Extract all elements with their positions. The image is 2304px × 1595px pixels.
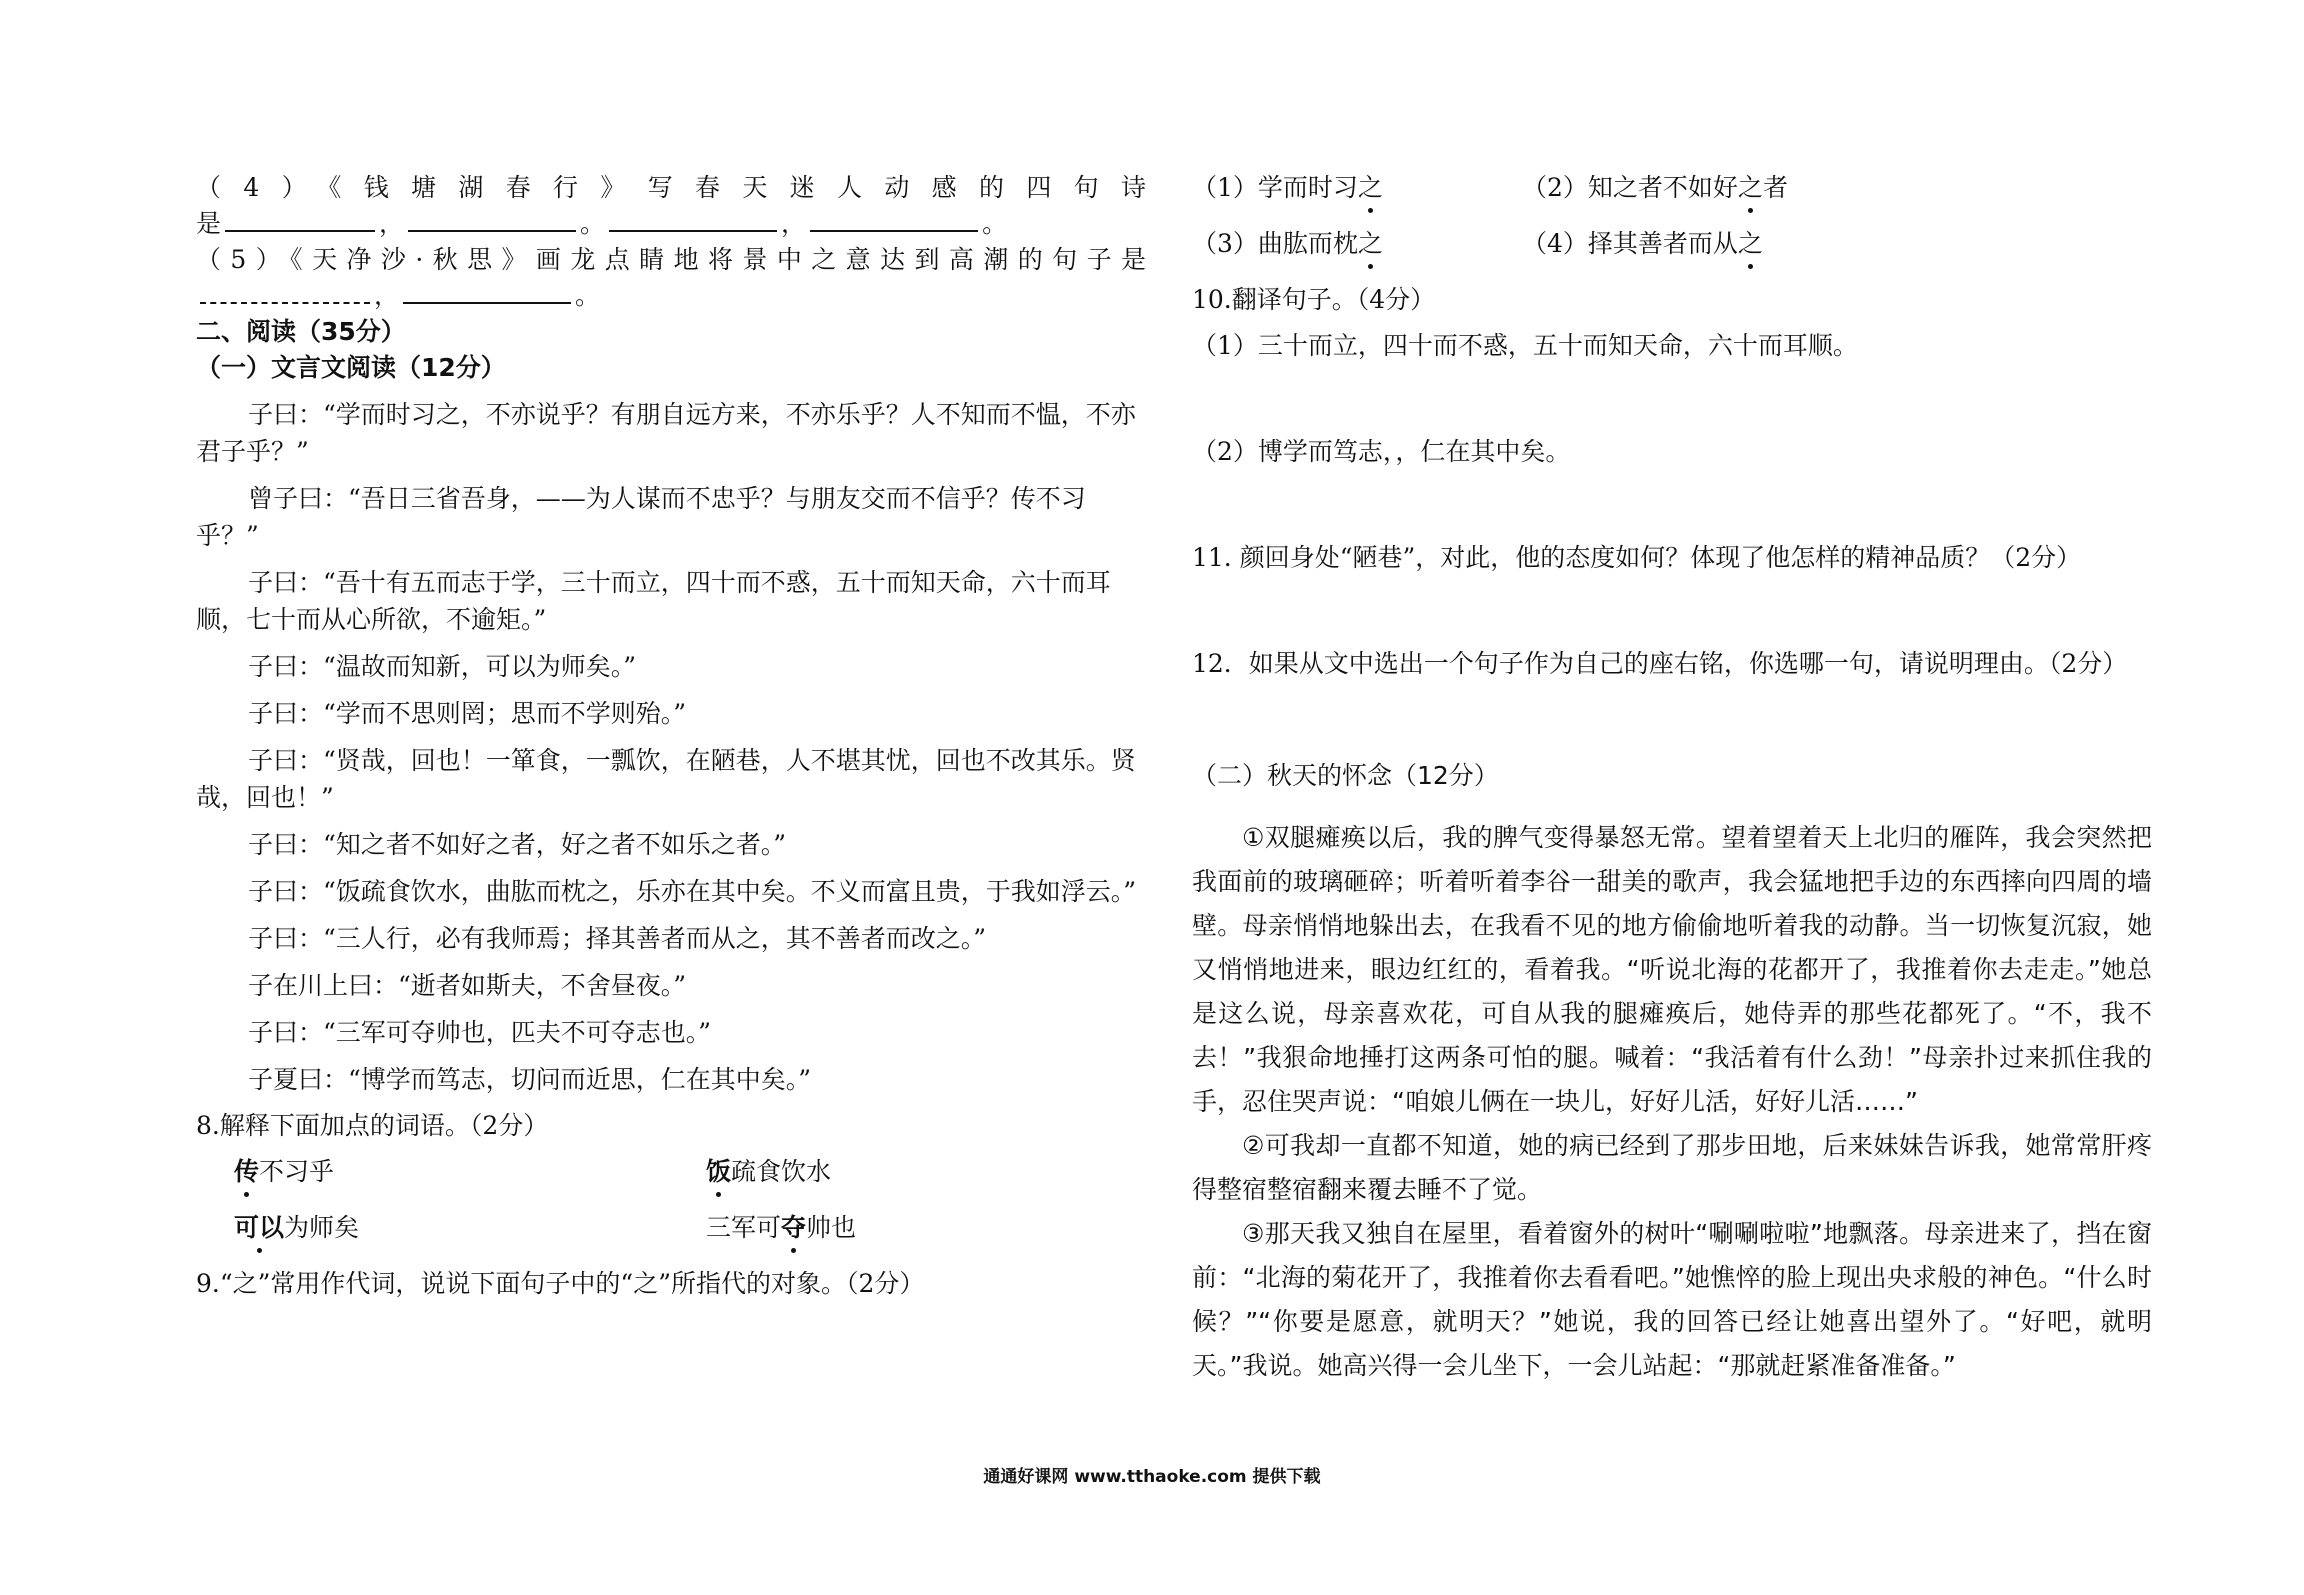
q9-item-4: [1522, 226, 1763, 262]
passage-5: 子曰：“学而不思则罔；思而不学则殆。”: [248, 699, 687, 728]
q10-item-1: （1）三十而立，四十而不惑，五十而知天命，六十而耳顺。: [1192, 331, 1858, 360]
q8-item-text: 不习乎: [259, 1157, 335, 1186]
q8-item-text: 三军可: [706, 1213, 782, 1242]
dotted-char: 之: [1738, 226, 1763, 262]
punct: 。: [580, 209, 606, 238]
q8-row-1: [196, 1154, 1146, 1190]
q8-prompt: 8.解释下面加点的词语。（2分）: [196, 1111, 549, 1140]
punct: 。: [575, 281, 601, 310]
q8-item-a: [196, 1154, 706, 1190]
q8-item-text: 疏食饮水: [731, 1157, 832, 1186]
passage-11: 子曰：“三军可夺帅也，匹夫不可夺志也。”: [248, 1018, 712, 1047]
dotted-char: 饭: [706, 1154, 731, 1190]
essay-body: [1192, 816, 2152, 1388]
passage-6: 子曰：“贤哉，回也！一箪食，一瓢饮，在陋巷，人不堪其忧，回也不改其乐。贤哉，回也！”: [196, 746, 1136, 812]
left-column: [196, 170, 1146, 1302]
essay-paragraph-3: ③那天我又独自在屋里，看着窗外的树叶“唰唰啦啦”地飘落。母亲进来了，挡在窗前：“北海的菊花开了，我推着你去看看吧。”她憔悴的脸上现出央求般的神色。“什么时候？”“你要是愿意，就明天？”她说，我的回答已经让她喜出望外了。“好吧，就明天。”我说。她高兴得一会儿坐下，一会儿站起：“那就赶紧准备准备。”: [1192, 1219, 2152, 1380]
passage-8: 子曰：“饭疏食饮水，曲肱而枕之，乐亦在其中矣。不义而富且贵，于我如浮云。”: [248, 877, 1137, 906]
passage-10: 子在川上曰：“逝者如斯夫，不舍昼夜。”: [248, 971, 687, 1000]
q8-row-2: [196, 1210, 1146, 1246]
answer-blank[interactable]: [225, 206, 375, 232]
sub2-heading: （二）秋天的怀念（12分）: [1192, 761, 1499, 790]
punct: 。: [982, 209, 1008, 238]
q8-item-b: [706, 1154, 831, 1190]
q9-item-text: （3）曲肱而枕: [1192, 229, 1358, 258]
q8-item-text: 为师矣: [284, 1213, 360, 1242]
punct: ，: [374, 281, 400, 310]
q5-prompt: （5）《天净沙·秋思》画龙点睛地将景中之意达到高潮的句子是: [196, 245, 1146, 274]
answer-blank[interactable]: [200, 278, 370, 304]
section2-heading: 二、阅读（35分）: [196, 317, 406, 346]
passage-3: 子曰：“吾十有五而志于学，三十而立，四十而不惑，五十而知天命，六十而耳顺，七十而从心所欲，不逾矩。”: [196, 568, 1111, 634]
q8-item-text: 帅也: [806, 1213, 857, 1242]
passage-9: 子曰：“三人行，必有我师焉；择其善者而从之，其不善者而改之。”: [248, 924, 987, 953]
passage-12: 子夏曰：“博学而笃志，切问而近思，仁在其中矣。”: [248, 1065, 812, 1094]
essay-paragraph-1: ①双腿瘫痪以后，我的脾气变得暴怒无常。望着望着天上北归的雁阵，我会突然把我面前的玻璃砸碎；听着听着李谷一甜美的歌声，我会猛地把手边的东西摔向四周的墙壁。母亲悄悄地躲出去，在我看不见的地方偷偷地听着我的动静。当一切恢复沉寂，她又悄悄地进来，眼边红红的，看着我。“听说北海的花都开了，我推着你去走走。”她总是这么说，母亲喜欢花，可自从我的腿瘫痪后，她侍弄的那些花都死了。“不，我不去！”我狠命地捶打这两条可怕的腿。喊着：“我活着有什么劲！”母亲扑过来抓住我的手，忍住哭声说：“咱娘儿俩在一块儿，好好儿活，好好儿活……”: [1192, 823, 2152, 1116]
q9-item-1: [1192, 170, 1522, 206]
q9-row-1: [1192, 170, 2152, 206]
q10-prompt: 10.翻译句子。（4分）: [1192, 285, 1436, 314]
q9-item-text: （4）择其善者而从: [1522, 229, 1738, 258]
q4-line-start: 是: [196, 209, 222, 238]
dotted-char: 之: [1738, 170, 1763, 206]
q8-item-d: [706, 1210, 856, 1246]
q10-item-2: （2）博学而笃志，，仁在其中矣。: [1192, 437, 1571, 466]
answer-blank[interactable]: [403, 278, 571, 304]
q9-row-2: [1192, 226, 2152, 262]
q9-item-3: [1192, 226, 1522, 262]
dotted-char: 可以: [234, 1210, 284, 1246]
q4-answer-line: [196, 206, 1146, 242]
essay-paragraph-2: ②可我却一直都不知道，她的病已经到了那步田地，后来妹妹告诉我，她常常肝疼得整宿整宿翻来覆去睡不了觉。: [1192, 1131, 2152, 1204]
q9-item-text: （1）学而时习: [1192, 173, 1358, 202]
passage-1: 子曰：“学而时习之，不亦说乎？有朋自远方来，不亦乐乎？人不知而不愠，不亦君子乎？”: [196, 400, 1136, 466]
q9-item-text: （2）知之者不如好: [1522, 173, 1738, 202]
answer-blank[interactable]: [408, 206, 576, 232]
sub1-heading: （一）文言文阅读（12分）: [196, 353, 506, 382]
q11-prompt: 11. 颜回身处“陋巷”，对此，他的态度如何？体现了他怎样的精神品质？（2分）: [1192, 543, 2082, 572]
right-column: [1192, 170, 2152, 1388]
passage-7: 子曰：“知之者不如好之者，好之者不如乐之者。”: [248, 830, 787, 859]
answer-blank[interactable]: [609, 206, 777, 232]
passage-4: 子曰：“温故而知新，可以为师矣。”: [248, 652, 637, 681]
q9-item-text: 者: [1762, 173, 1788, 202]
q12-prompt: 12．如果从文中选出一个句子作为自己的座右铭，你选哪一句，请说明理由。（2分）: [1192, 649, 2128, 678]
dotted-char: 夺: [781, 1210, 806, 1246]
q8-item-c: [196, 1210, 706, 1246]
q9-prompt: 9.“之”常用作代词，说说下面句子中的“之”所指代的对象。（2分）: [196, 1269, 925, 1298]
punct: ，: [781, 209, 807, 238]
answer-blank[interactable]: [810, 206, 978, 232]
q5-answer-line: [196, 278, 1146, 314]
punct: ，: [379, 209, 405, 238]
q9-item-2: [1522, 170, 1788, 206]
passage-2: 曾子曰：“吾日三省吾身，——为人谋而不忠乎？与朋友交而不信乎？传不习乎？”: [196, 484, 1086, 550]
dotted-char: 之: [1358, 170, 1383, 206]
footer-source: 通通好课网 www.tthaoke.com 提供下载: [983, 1467, 1321, 1487]
dotted-char: 之: [1358, 226, 1383, 262]
dotted-char: 传: [234, 1154, 259, 1190]
q4-prompt: （4）《钱塘湖春行》写春天迷人动感的四句诗: [196, 173, 1146, 202]
